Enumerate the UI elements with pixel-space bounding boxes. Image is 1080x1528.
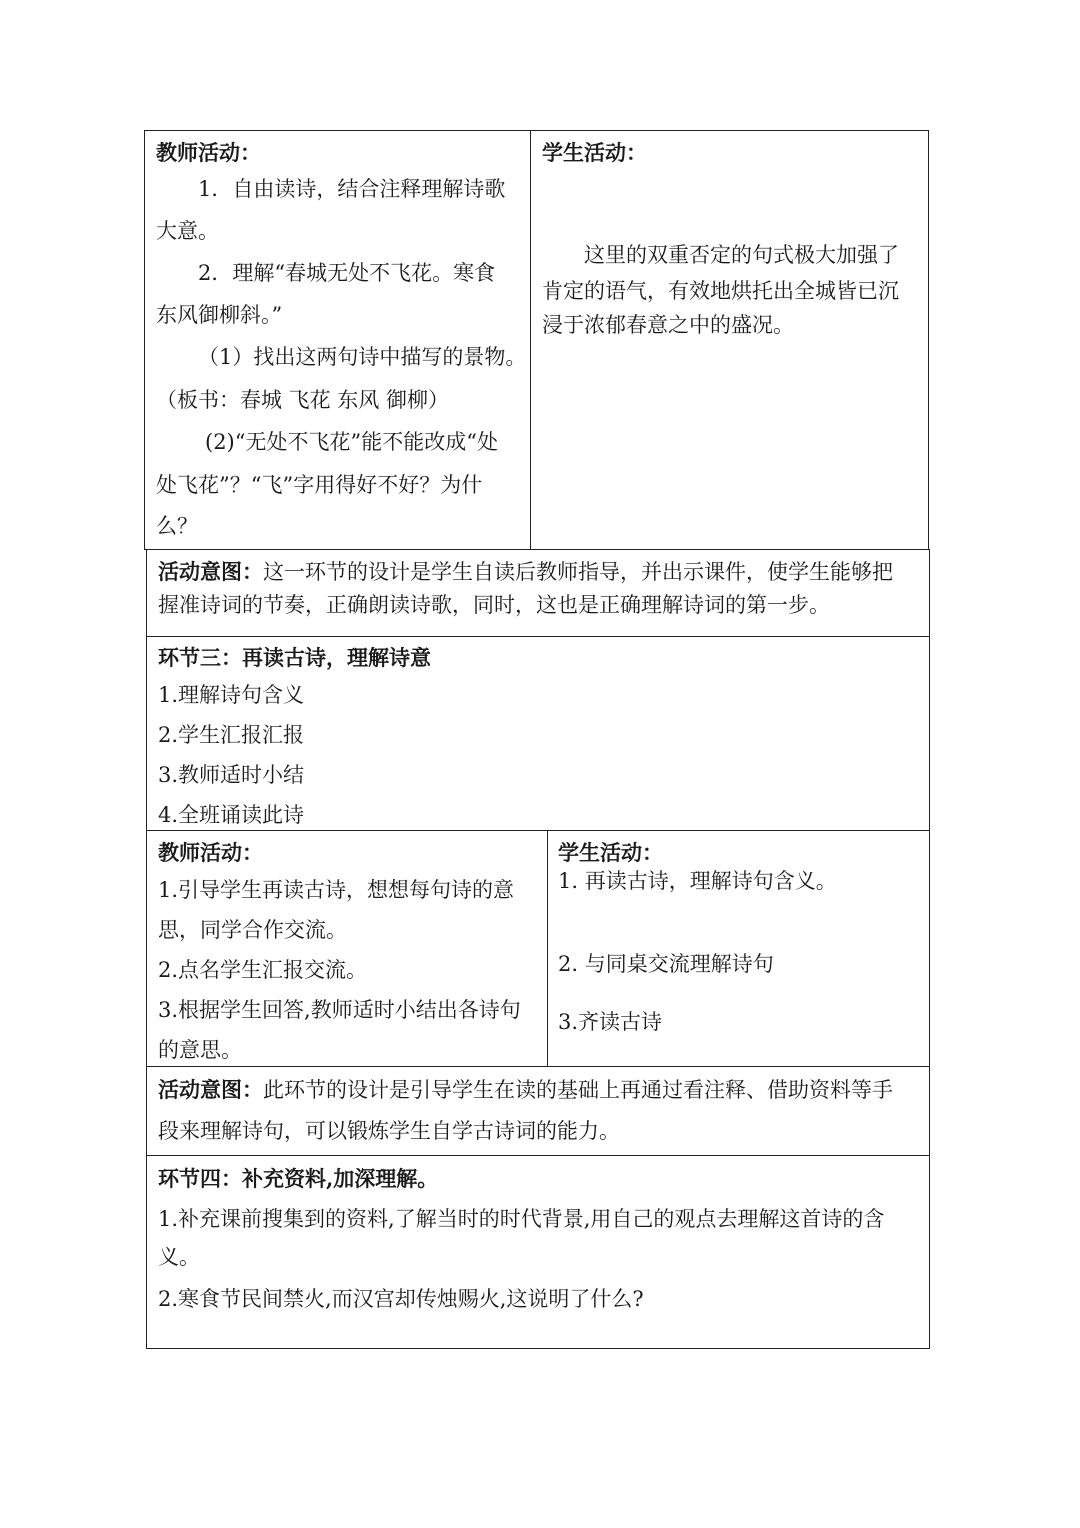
- activity-intent-1: [158, 559, 893, 585]
- section-3-title: 环节三：再读古诗，理解诗意: [158, 645, 431, 670]
- intent-text: 此环节的设计是引导学生在读的基础上再通过看注释、借助资料等手: [263, 1078, 893, 1102]
- teacher-line: （板书：春城 飞花 东风 御柳）: [156, 388, 450, 412]
- teacher-line: 大意。: [156, 219, 219, 243]
- student-line: 1. 再读古诗，理解诗句含义。: [558, 869, 837, 893]
- section-4-item: 义。: [158, 1245, 200, 1269]
- student-activity-title: 学生活动：: [542, 140, 647, 165]
- teacher-line: 2.点名学生汇报交流。: [158, 958, 368, 982]
- section-4-item: 2.寒食节民间禁火,而汉宫却传烛赐火,这说明了什么?: [158, 1287, 644, 1311]
- teacher-activity-title: 教师活动：: [158, 840, 263, 865]
- student-line: 肯定的语气，有效地烘托出全城皆已沉: [542, 279, 899, 303]
- activity-intent-2: [158, 1077, 893, 1103]
- intent-label: 活动意图：: [158, 1077, 263, 1102]
- section-3-item: 2.学生汇报汇报: [158, 723, 305, 747]
- teacher-line: 东风御柳斜。”: [156, 303, 283, 327]
- student-line: 3.齐读古诗: [558, 1010, 663, 1034]
- intent-text: 这一环节的设计是学生自读后教师指导，并出示课件，使学生能够把: [263, 560, 893, 584]
- teacher-line: （1）找出这两句诗中描写的景物。: [198, 345, 527, 369]
- section-3-item: 4.全班诵读此诗: [158, 803, 305, 827]
- teacher-activity-title: 教师活动：: [156, 140, 261, 165]
- column-divider-1: [530, 131, 531, 549]
- intent-text-line2: 段来理解诗句，可以锻炼学生自学古诗词的能力。: [158, 1119, 620, 1143]
- section-3-item: 1.理解诗句含义: [158, 683, 305, 707]
- teacher-line: 么？: [156, 514, 198, 538]
- teacher-line: 1.引导学生再读古诗，想想每句诗的意: [158, 878, 515, 902]
- section-4-item: 1.补充课前搜集到的资料,了解当时的时代背景,用自己的观点去理解这首诗的含: [158, 1207, 885, 1231]
- teacher-line: 的意思。: [158, 1038, 242, 1062]
- teacher-line: 处飞花”？“飞”字用得好不好？为什: [156, 473, 483, 497]
- section-3-item: 3.教师适时小结: [158, 763, 305, 787]
- student-activity-title: 学生活动：: [558, 840, 663, 865]
- teacher-line: 3.根据学生回答,教师适时小结出各诗句: [158, 998, 521, 1022]
- section-4-title: 环节四：补充资料,加深理解。: [158, 1166, 439, 1191]
- student-line: 浸于浓郁春意之中的盛况。: [542, 313, 794, 337]
- intent-label: 活动意图：: [158, 559, 263, 584]
- student-line: 这里的双重否定的句式极大加强了: [584, 243, 899, 267]
- activity-table-2: [146, 830, 930, 1067]
- teacher-line: 1．自由读诗，结合注释理解诗歌: [198, 177, 506, 201]
- teacher-line: 思，同学合作交流。: [158, 918, 347, 942]
- column-divider-2: [547, 831, 548, 1066]
- teacher-line: 2．理解“春城无处不飞花。寒食: [198, 261, 496, 285]
- student-line: 2. 与同桌交流理解诗句: [558, 952, 774, 976]
- teacher-line: (2)“无处不飞花”能不能改成“处: [205, 430, 498, 454]
- intent-text-line2: 握准诗词的节奏，正确朗读诗歌，同时，这也是正确理解诗词的第一步。: [158, 593, 830, 617]
